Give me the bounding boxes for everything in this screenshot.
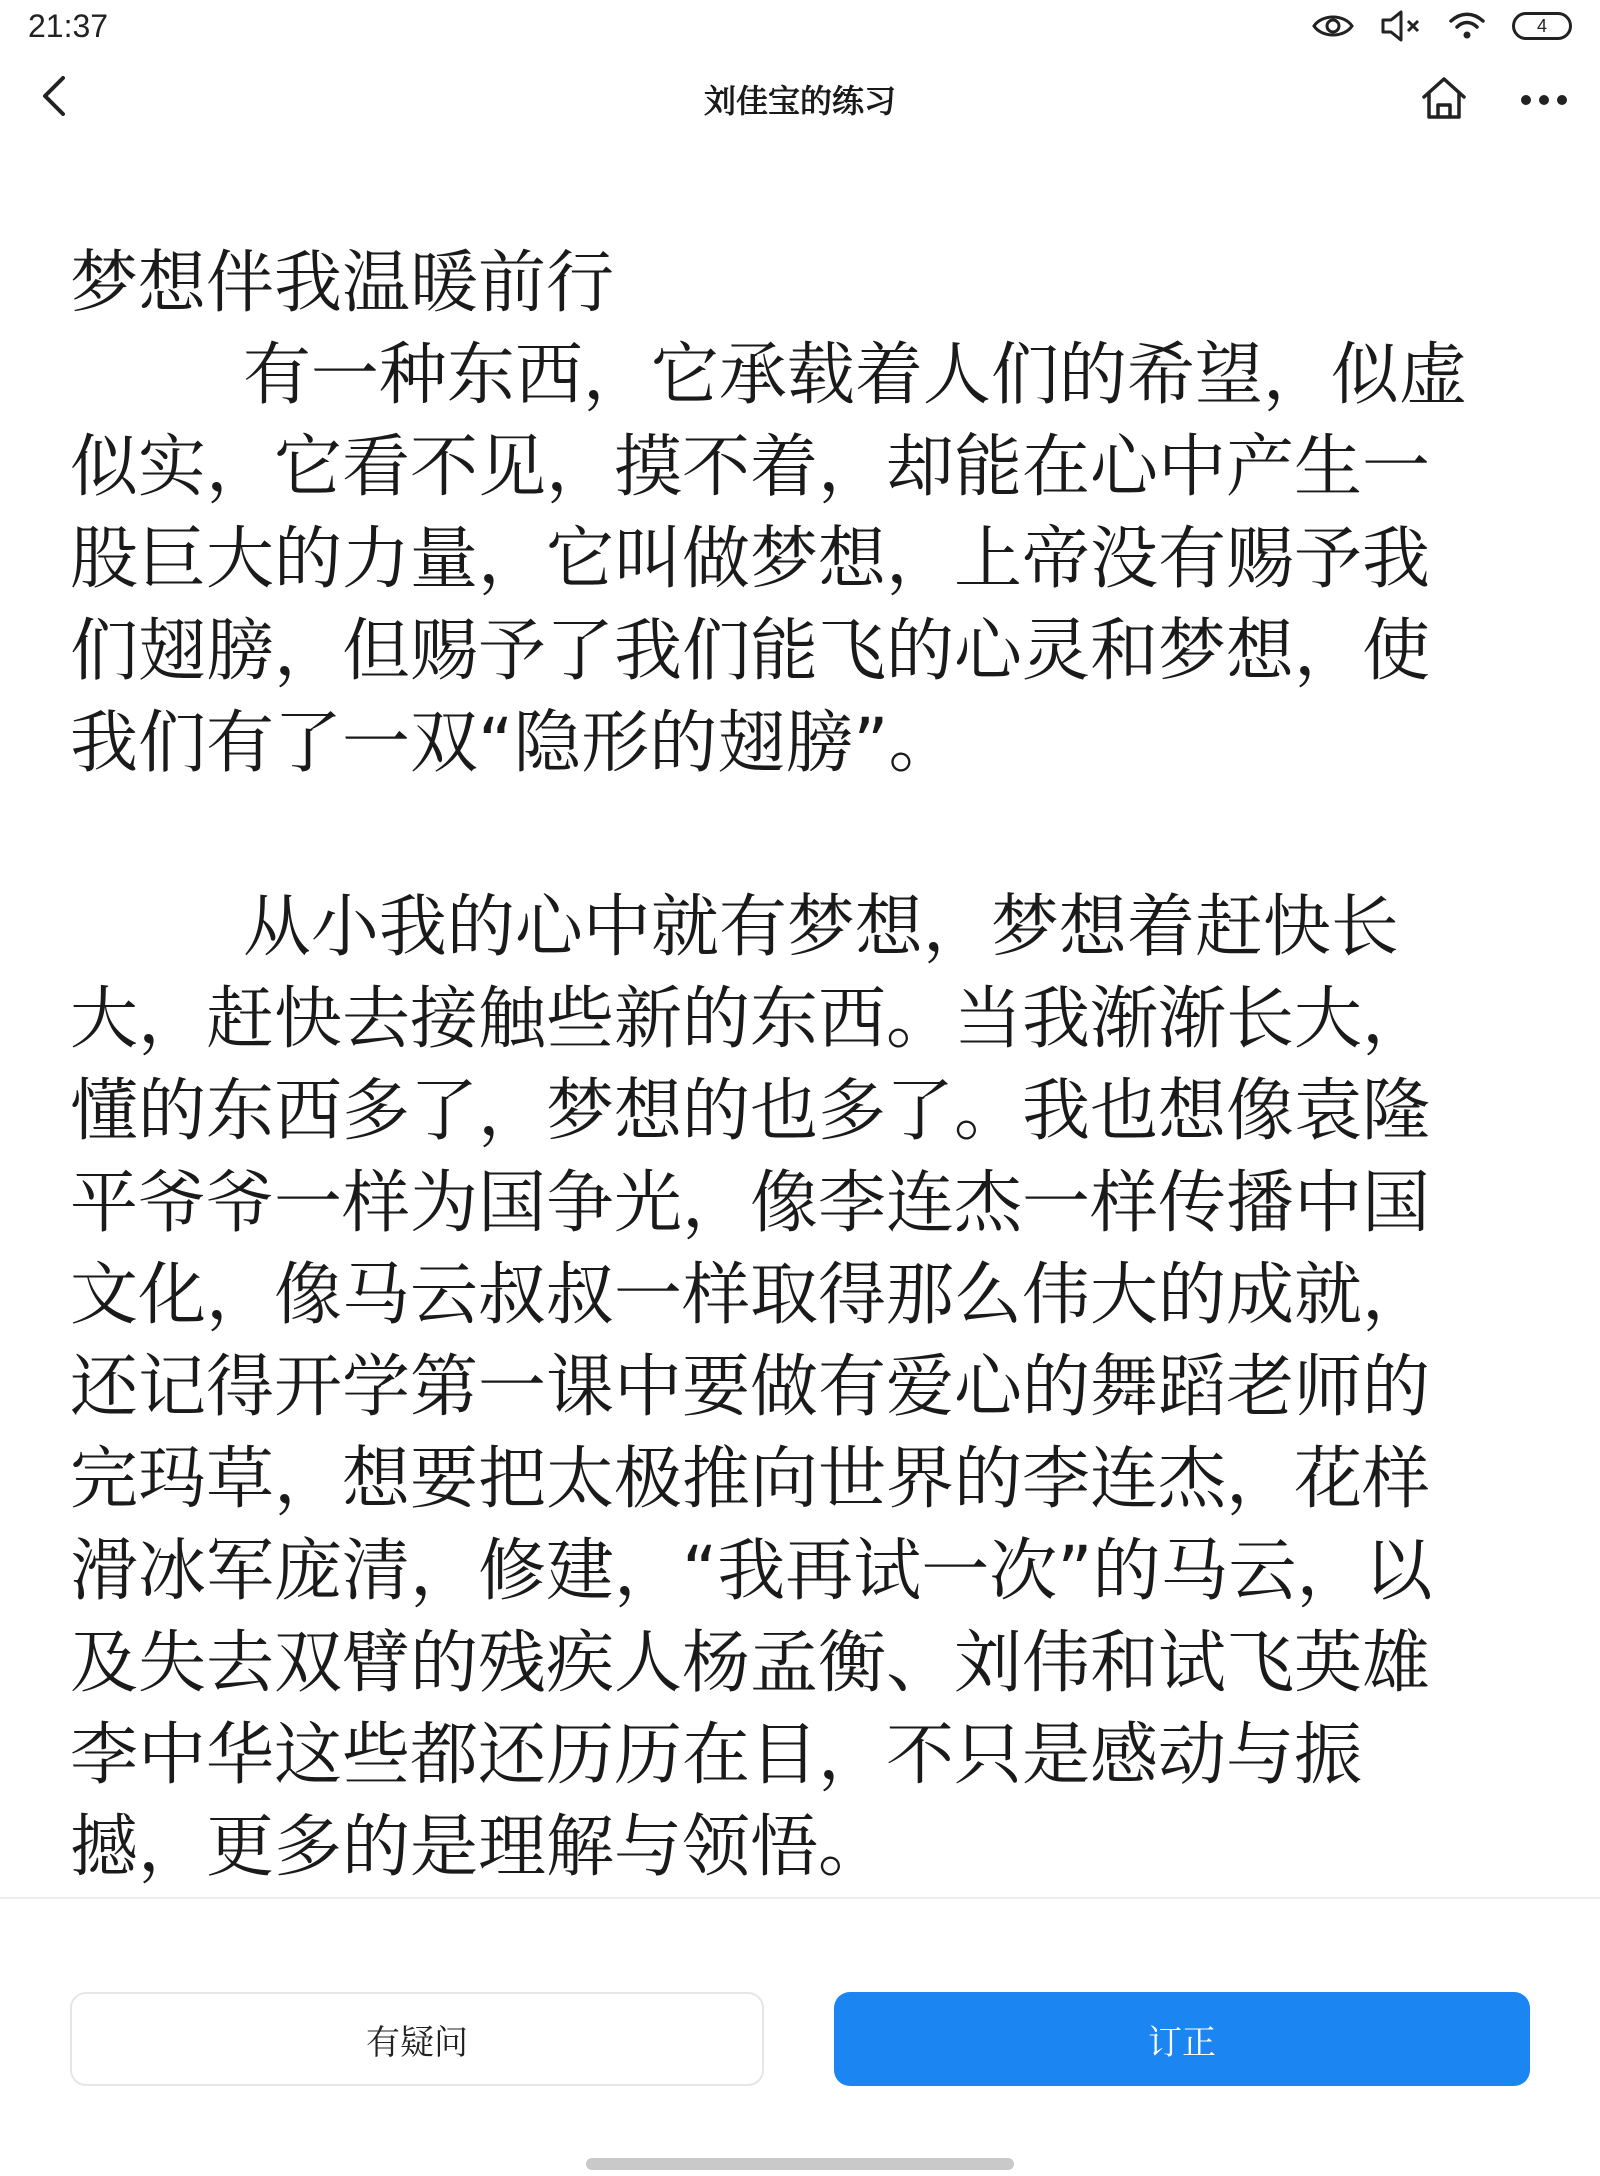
battery-level: 4 (1536, 15, 1547, 36)
essay-line: 滑冰军庞清，修建，“我再试一次”的马云，以 (70, 1532, 1433, 1611)
paragraph-gap (70, 790, 1490, 882)
wifi-icon (1448, 11, 1486, 41)
essay-line: 似实，它看不见，摸不着，却能在心中产生一 (70, 428, 1431, 507)
essay-content (70, 238, 1490, 1888)
status-bar (0, 0, 1600, 50)
essay-line: 完玛草，想要把太极推向世界的李连杰，花样 (70, 1440, 1431, 1519)
essay-line: 从小我的心中就有梦想，梦想着赶快长 (70, 888, 1399, 967)
mute-icon (1380, 9, 1422, 43)
essay-line: 撼，更多的是理解与领悟。 (70, 1808, 887, 1887)
question-button[interactable]: 有疑问 (70, 1992, 764, 2086)
essay-line: 懂的东西多了，梦想的也多了。我也想像袁隆 (70, 1072, 1431, 1151)
divider (0, 1897, 1600, 1899)
essay-paragraph (70, 882, 1490, 1888)
essay-line: 及失去双臂的残疾人杨孟衡、刘伟和试飞英雄 (70, 1624, 1431, 1703)
correct-button[interactable]: 订正 (834, 1992, 1530, 2086)
essay-paragraph (70, 330, 1490, 790)
essay-line: 李中华这些都还历历在目，不只是感动与振 (70, 1716, 1363, 1795)
essay-line: 还记得开学第一课中要做有爱心的舞蹈老师的 (70, 1348, 1431, 1427)
essay-line: 有一种东西，它承载着人们的希望，似虚 (70, 336, 1467, 415)
eye-icon (1312, 12, 1354, 40)
more-button[interactable] (1512, 68, 1576, 132)
essay-line: 我们有了一双“隐形的翅膀”。 (70, 704, 957, 783)
essay-line: 们翅膀，但赐予了我们能飞的心灵和梦想，使 (70, 612, 1431, 691)
more-icon (1520, 91, 1568, 110)
status-time: 21:37 (28, 8, 109, 44)
home-icon (1420, 75, 1468, 125)
essay-line: 大，赶快去接触些新的东西。当我渐渐长大， (70, 980, 1431, 1059)
essay-line: 文化，像马云叔叔一样取得那么伟大的成就， (70, 1256, 1431, 1335)
battery-icon (1512, 12, 1572, 40)
essay-line: 股巨大的力量，它叫做梦想，上帝没有赐予我 (70, 520, 1431, 599)
essay-line: 平爷爷一样为国争光，像李连杰一样传播中国 (70, 1164, 1431, 1243)
home-button[interactable] (1412, 68, 1476, 132)
status-icons (1312, 6, 1572, 46)
essay-title: 梦想伴我温暖前行 (70, 244, 615, 323)
home-indicator[interactable] (586, 2158, 1014, 2170)
page-title: 刘佳宝的练习 (703, 82, 896, 120)
nav-bar (0, 50, 1600, 150)
